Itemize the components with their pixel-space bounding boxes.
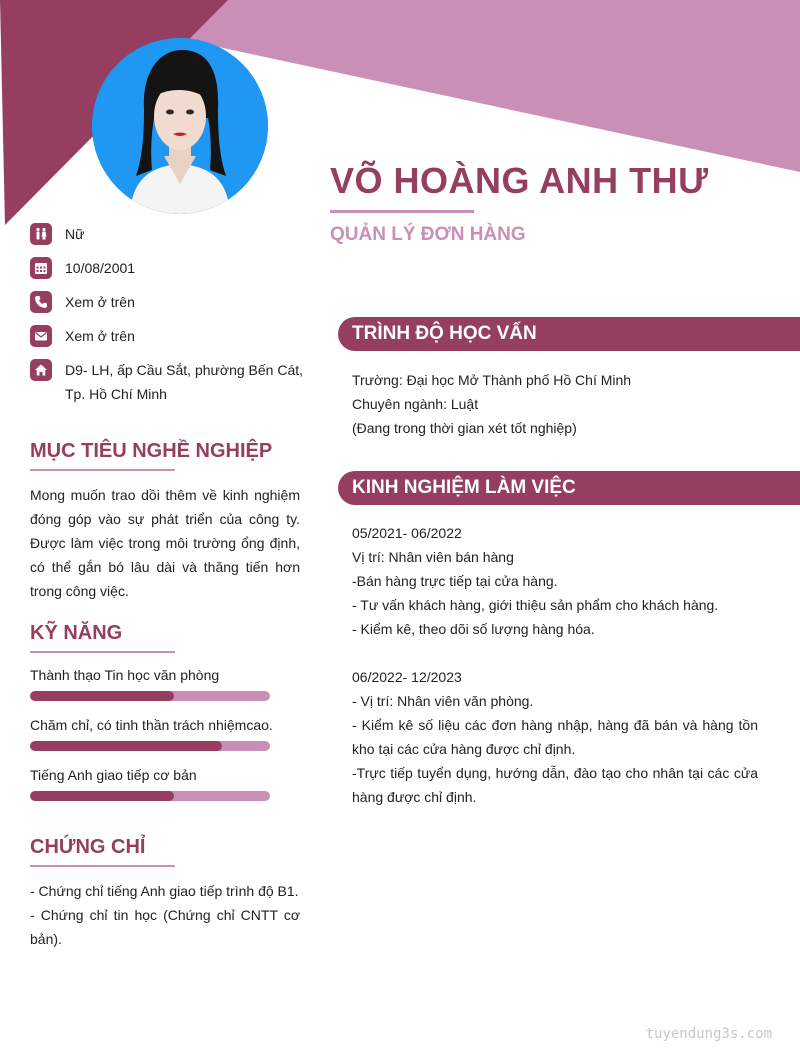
contact-info [30,222,310,416]
skills-section [30,622,300,815]
home-icon [30,359,52,381]
section-heading: CHỨNG CHỈ [30,836,146,858]
contact-address [30,358,310,406]
calendar-icon [30,257,52,279]
skill-item [30,715,300,751]
candidate-name: VÕ HOÀNG ANH THƯ [330,160,709,201]
job-period: 06/2022- 12/2023 [352,669,462,685]
section-underline [30,469,175,471]
experience-details [352,521,758,809]
experience-banner: KINH NGHIỆM LÀM VIỆC [338,471,800,505]
job-title: QUẢN LÝ ĐƠN HÀNG [330,224,526,245]
certificate-line: - Chứng chỉ tin học (Chứng chỉ CNTT cơ bản). [30,907,300,947]
job-entry [352,521,758,641]
contact-text: Nữ [65,226,85,242]
contact-birthday [30,256,310,280]
contact-gender [30,222,310,246]
section-heading: MỤC TIÊU NGHỀ NGHIỆP [30,440,273,462]
phone-icon [30,291,52,313]
contact-text: 10/08/2001 [65,260,136,276]
objective-section [30,440,300,603]
name-underline [330,210,474,213]
job-line: Vị trí: Nhân viên bán hàng [352,549,514,565]
job-period: 05/2021- 06/2022 [352,525,462,541]
skill-item [30,665,300,701]
objective-text: Mong muốn trao dồi thêm về kinh nghiệm đóng góp vào sự phát triển của công ty. Được làm việc trong môi trường ổng định, có thể gắn bó lâu dài và thăng tiến hơn trong công việc. [30,487,300,599]
section-heading: KỸ NĂNG [30,622,123,644]
watermark: tuyendung3s.com [645,1026,772,1042]
certificate-line: - Chứng chỉ tiếng Anh giao tiếp trình độ B1. [30,883,299,899]
contact-text: Xem ở trên [65,294,135,310]
contact-text: Xem ở trên [65,328,135,344]
job-line: - Tư vấn khách hàng, giới thiệu sản phẩm cho khách hàng. [352,597,719,613]
skill-bar [30,691,270,701]
contact-text: D9- LH, ấp Cầu Sắt, phường Bến Cát, Tp. Hồ Chí Minh [65,362,304,402]
skill-label: Chăm chỉ, có tinh thần trách nhiệmcao. [30,717,273,733]
skills-list [30,665,300,801]
email-icon [30,325,52,347]
job-line: - Kiểm kê số liệu các đơn hàng nhập, hàng đã bán và hàng tồn kho tại các cửa hàng được chỉ định. [352,717,758,757]
job-line: -Bán hàng trực tiếp tại cửa hàng. [352,573,558,589]
section-underline [30,651,175,653]
job-line: - Kiểm kê, theo dõi số lượng hàng hóa. [352,621,595,637]
skill-bar [30,791,270,801]
skill-item [30,765,300,801]
job-line: -Trực tiếp tuyển dụng, hướng dẫn, đào tạo cho nhân tại các cửa hàng được chỉ định. [352,765,758,805]
skill-bar [30,741,270,751]
education-line: Trường: Đại học Mở Thành phố Hồ Chí Minh [352,372,632,388]
gender-icon [30,223,52,245]
job-line: - Vị trí: Nhân viên văn phòng. [352,693,534,709]
education-line: (Đang trong thời gian xét tốt nghiệp) [352,420,577,436]
job-entry [352,665,758,809]
contact-email [30,324,310,348]
skill-label: Thành thạo Tin học văn phòng [30,667,220,683]
section-underline [30,865,175,867]
education-details [352,368,758,440]
skill-bar-fill [30,791,174,801]
education-line: Chuyên ngành: Luật [352,396,479,412]
skill-bar-fill [30,691,174,701]
skill-label: Tiếng Anh giao tiếp cơ bản [30,767,197,783]
contact-phone [30,290,310,314]
skill-bar-fill [30,741,222,751]
education-banner: TRÌNH ĐỘ HỌC VẤN [338,317,800,351]
profile-photo [92,38,268,214]
certificates-section [30,836,300,951]
